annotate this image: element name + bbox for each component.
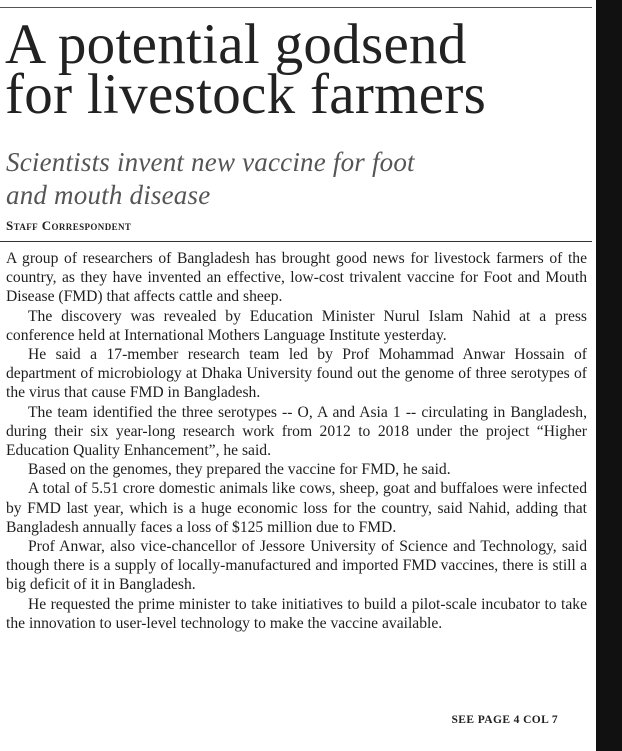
top-rule: [0, 7, 592, 8]
byline: Staff Correspondent: [6, 218, 132, 233]
subhead-line-1: Scientists invent new vaccine for foot: [6, 147, 415, 177]
paragraph: He said a 17-member research team led by Prof Mohammad Anwar Hossain of department of microbiology at Dhaka University found out the genome of three serotypes of the virus that cause FMD in Bangladesh.: [6, 346, 587, 402]
paragraph: He requested the prime minister to take initiatives to build a pilot-scale incubator to take the innovation to user-level technology to make the vaccine available.: [6, 595, 587, 632]
paragraph: Prof Anwar, also vice-chancellor of Jessore University of Science and Technology, said though there is a supply of locally-manufactured and imported FMD vaccines, there is still a big deficit of it in Bangladesh.: [6, 538, 587, 594]
paragraph: The discovery was revealed by Education Minister Nurul Islam Nahid at a press conference held at International Mothers Language Institute yesterday.: [6, 307, 587, 344]
paragraph: A group of researchers of Bangladesh has brought good news for livestock farmers of the country, as they have invented an effective, low-cost trivalent vaccine for Foot and Mouth Disease (FMD) that affects cattle and sheep.: [6, 250, 587, 306]
paragraph: A total of 5.51 crore domestic animals like cows, sheep, goat and buffaloes were infected by FMD last year, which is a huge economic loss for the country, said Nahid, adding that Bangladesh annually faces a loss of $125 million due to FMD.: [6, 480, 587, 536]
byline-rule: [0, 241, 592, 242]
page-edge-shadow: [596, 0, 622, 751]
paragraph: The team identified the three serotypes -- O, A and Asia 1 -- circulating in Bangladesh, during their six year-long research work from 2012 to 2018 under the project “Higher Education Quality Enhancement”, he said.: [6, 403, 587, 460]
article-body: [6, 249, 587, 633]
headline-line-2: for livestock farmers: [5, 63, 487, 126]
subheadline: [6, 146, 591, 212]
subhead-line-2: and mouth disease: [6, 180, 211, 210]
headline: [5, 13, 590, 126]
continued-jump-line: SEE PAGE 4 COL 7: [451, 714, 558, 726]
headline-line-1: A potential godsend: [5, 13, 467, 76]
paragraph: Based on the genomes, they prepared the vaccine for FMD, he said.: [28, 461, 451, 479]
